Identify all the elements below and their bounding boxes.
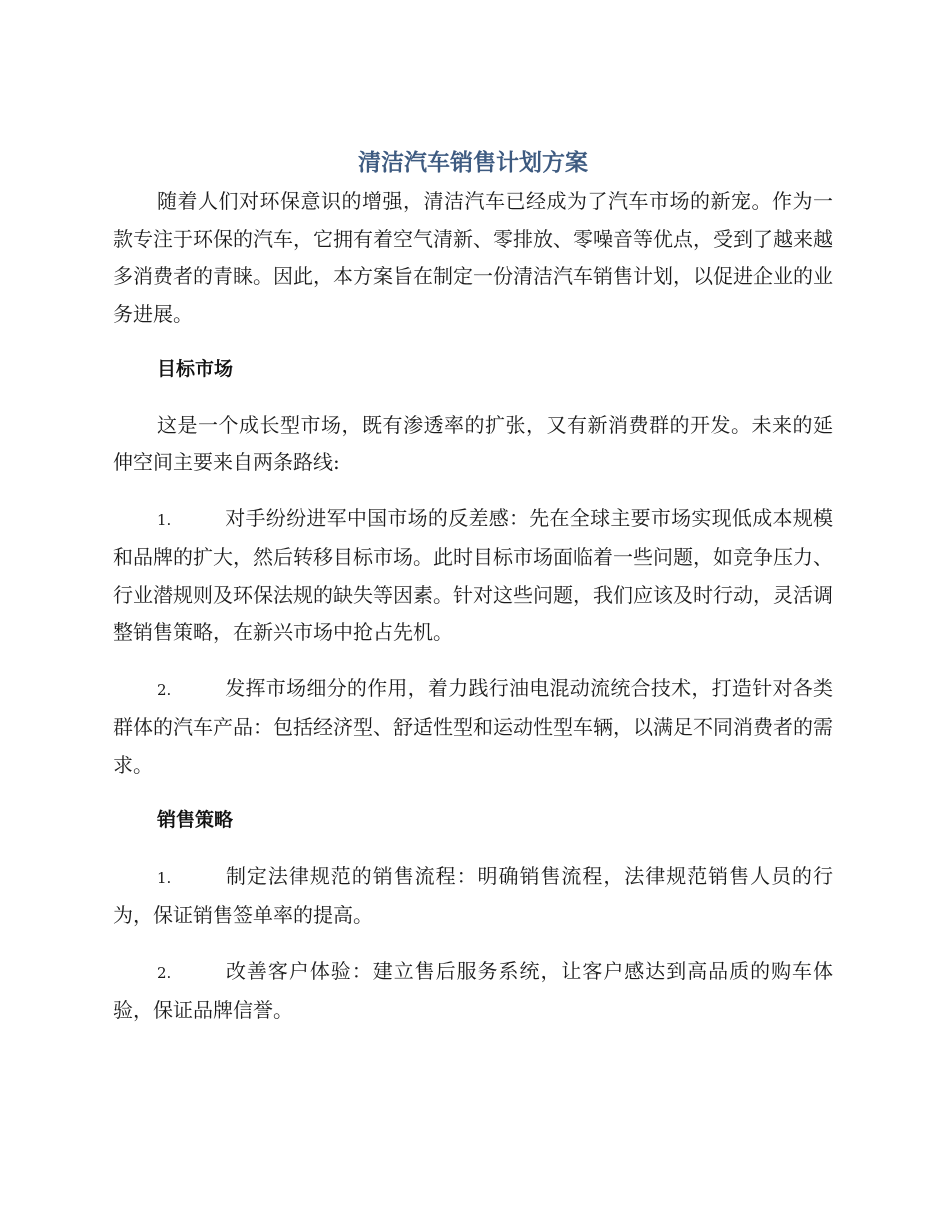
list-item bbox=[113, 670, 833, 785]
list-item bbox=[113, 953, 833, 1030]
list-item-number: 2. bbox=[157, 680, 172, 699]
section-heading-sales-strategy: 销售策略 bbox=[157, 809, 234, 831]
target-market-paragraph: 这是一个成长型市场，既有渗透率的扩张，又有新消费群的开发。未来的延伸空间主要来自两条路线: bbox=[113, 412, 833, 474]
list-item bbox=[113, 858, 833, 935]
list-item-text: 对手纷纷进军中国市场的反差感：先在全球主要市场实现低成本规模和品牌的扩大，然后转移目标市场。此时目标市场面临着一些问题，如竞争压力、行业潜规则及环保法规的缺失等因素。针对这些问题，我们应该及时行动，灵活调整销售策略，在新兴市场中抢占先机。 bbox=[113, 505, 833, 644]
list-item bbox=[113, 500, 833, 652]
list-item-text: 发挥市场细分的作用，着力践行油电混动流统合技术，打造针对各类群体的汽车产品：包括经济型、舒适性型和运动性型车辆，以满足不同消费者的需求。 bbox=[113, 675, 833, 777]
document-title: 清洁汽车销售计划方案 bbox=[358, 150, 588, 176]
intro-paragraph: 随着人们对环保意识的增强，清洁汽车已经成为了汽车市场的新宠。作为一款专注于环保的汽车，它拥有着空气清新、零排放、零噪音等优点，受到了越来越多消费者的青睐。因此，本方案旨在制定一份清洁汽车销售计划，以促进企业的业务进展。 bbox=[113, 189, 833, 326]
list-item-number: 2. bbox=[157, 963, 172, 982]
list-item-number: 1. bbox=[157, 868, 172, 887]
section-heading-target-market: 目标市场 bbox=[157, 358, 234, 380]
document-body bbox=[113, 143, 833, 1030]
list-item-number: 1. bbox=[157, 510, 172, 529]
list-item-text: 制定法律规范的销售流程：明确销售流程，法律规范销售人员的行为，保证销售签单率的提高。 bbox=[113, 863, 833, 927]
list-item-text: 改善客户体验：建立售后服务系统，让客户感达到高品质的购车体验，保证品牌信誉。 bbox=[113, 958, 833, 1022]
